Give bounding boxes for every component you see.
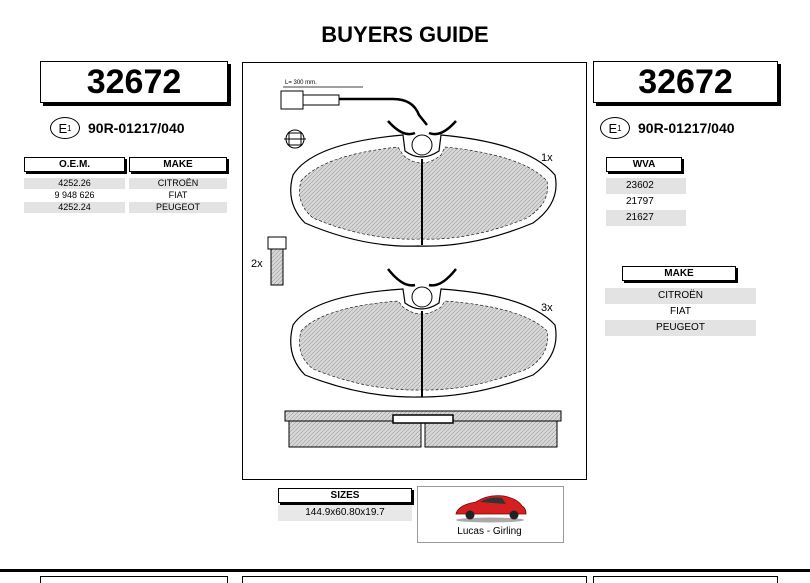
vehicle-caption: Lucas - Girling	[457, 526, 522, 537]
ece-approval-left	[50, 117, 185, 139]
make-item: CITROËN	[605, 288, 756, 304]
approval-number: 90R-01217/040	[638, 120, 735, 136]
wva-number: 21627	[606, 210, 686, 226]
qty-top-label: 1x	[541, 152, 553, 164]
approval-number: 90R-01217/040	[88, 120, 185, 136]
oem-make-header: MAKE	[129, 157, 227, 172]
make-header: MAKE	[622, 266, 736, 281]
brake-pad-bottom	[291, 269, 556, 397]
oem-make: PEUGEOT	[129, 202, 227, 213]
sizes-value: 144.9x60.80x19.7	[278, 505, 412, 521]
bolt-icon	[268, 237, 286, 285]
oem-number: 4252.24	[24, 202, 125, 213]
brake-pad-top	[291, 121, 556, 246]
wva-number: 21797	[626, 196, 654, 207]
oem-number: 4252.26	[24, 178, 125, 189]
wear-sensor-icon	[281, 80, 427, 148]
qty-bottom-label: 3x	[541, 302, 553, 314]
car-icon	[418, 487, 563, 525]
make-item: PEUGEOT	[605, 320, 756, 336]
brake-pad-drawing	[243, 63, 586, 479]
page-divider	[0, 569, 810, 572]
part-number-right: 32672	[593, 61, 778, 103]
ece-mark-icon: E 1	[600, 117, 630, 139]
qty-bolt-label: 2x	[251, 258, 263, 270]
ece-mark-icon: E 1	[50, 117, 80, 139]
oem-header: O.E.M.	[24, 157, 125, 172]
oem-make: CITROËN	[129, 178, 227, 189]
ece-approval-right	[600, 117, 735, 139]
sensor-length-label: L= 300 mm.	[285, 80, 317, 86]
make-item: FIAT	[670, 306, 691, 317]
oem-number: 9 948 626	[54, 190, 95, 200]
page-title: BUYERS GUIDE	[321, 22, 489, 47]
oem-make: FIAT	[168, 190, 188, 200]
wva-number: 23602	[606, 178, 686, 194]
technical-drawing	[242, 62, 587, 480]
part-number-left: 32672	[40, 61, 228, 103]
wva-header: WVA	[606, 157, 682, 172]
pad-side-profile	[285, 411, 561, 447]
sizes-header: SIZES	[278, 488, 412, 503]
